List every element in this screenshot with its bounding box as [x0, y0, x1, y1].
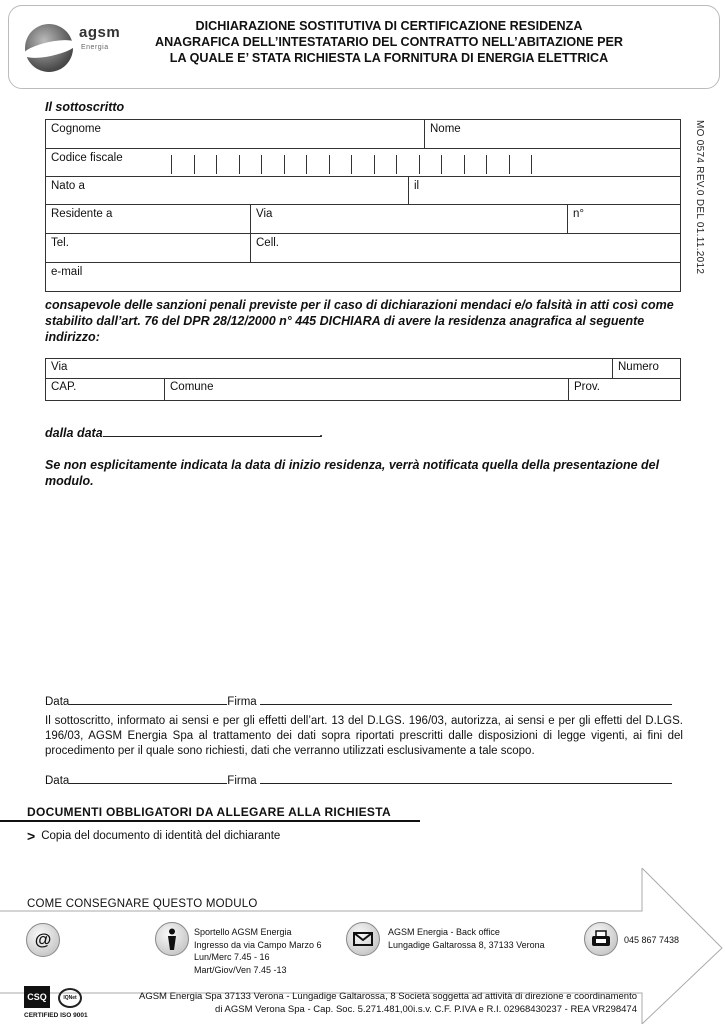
- row-email: [46, 263, 680, 292]
- codice-fiscale-divider: [419, 155, 420, 174]
- company-footer: [107, 991, 637, 1016]
- codice-fiscale-divider: [171, 155, 172, 174]
- nome-field[interactable]: [424, 120, 680, 148]
- form-code: MO 0574 REV.0 DEL 01.11.2012: [694, 120, 705, 275]
- delivery-title: COME CONSEGNARE QUESTO MODULO: [27, 898, 258, 910]
- via-label: Via: [256, 208, 273, 220]
- nato-a-label: Nato a: [51, 180, 85, 192]
- sottoscritto-label: Il sottoscritto: [45, 100, 125, 114]
- data-label: Data: [45, 775, 70, 787]
- dalla-data-label: dalla data: [45, 426, 103, 440]
- data-input[interactable]: [69, 773, 227, 784]
- cap-field[interactable]: [46, 379, 164, 401]
- data-label: Data: [45, 696, 70, 708]
- prov-field[interactable]: [568, 379, 680, 401]
- codice-fiscale-divider: [531, 155, 532, 174]
- codice-fiscale-divider: [464, 155, 465, 174]
- row-name: [46, 120, 680, 149]
- cognome-label: Cognome: [51, 123, 101, 135]
- backoffice-contact: [388, 926, 545, 951]
- dalla-data-row: [45, 426, 323, 440]
- codice-fiscale-divider: [351, 155, 352, 174]
- il-label: il: [414, 180, 420, 192]
- codice-fiscale-divider: [261, 155, 262, 174]
- data-input[interactable]: [69, 694, 227, 705]
- notice-text: Se non esplicitamente indicata la data di inizio residenza, verrà notificata quella della presentazione del modulo.: [45, 458, 660, 488]
- tel-label: Tel.: [51, 237, 69, 249]
- signature-row-2: [45, 773, 672, 787]
- nome-label: Nome: [430, 123, 461, 135]
- footer-line: AGSM Energia Spa 37133 Verona - Lungadige Galtarossa, 8 Società soggetta ad attività di direzione e coordinamento: [138, 991, 637, 1002]
- dalla-data-input[interactable]: [103, 426, 320, 437]
- fax-number: 045 867 7438: [624, 935, 680, 945]
- declaration-text: consapevole delle sanzioni penali previste per il caso di dichiarazioni mendaci e/o falsità in atti così come stabilito dall’art. 76 del DPR 28/12/2000 n° 445 DICHIARA di avere la residenza anagrafica al seguente indirizzo:: [45, 298, 674, 344]
- person-icon: [155, 922, 189, 956]
- logo-subtitle: Energia: [81, 44, 109, 51]
- codice-fiscale-label: Codice fiscale: [51, 152, 123, 164]
- row-address-city: [46, 379, 680, 401]
- codice-fiscale-divider: [486, 155, 487, 174]
- privacy-text: Il sottoscritto, informato ai sensi e per gli effetti dell’art. 13 del D.LGS. 196/03, autorizza, ai sensi e per gli effetti del D.LGS. 196/03, AGSM Energia Spa al trattamento dei dati sopra riportati prescritti dalle disposizioni di legge vigenti, ai fini del procedimento per il quale sono richiesti, dati che verranno utilizzati esclusivamente a tale scopo.: [45, 715, 683, 757]
- envelope-icon: [346, 922, 380, 956]
- cell-label: Cell.: [256, 237, 280, 249]
- logo-name: agsm: [79, 24, 121, 41]
- cognome-field[interactable]: [46, 120, 424, 148]
- codice-fiscale-boxes: [171, 155, 546, 174]
- row-address-via: [46, 359, 680, 379]
- codice-fiscale-divider: [284, 155, 285, 174]
- contact-line: Ingresso da via Campo Marzo 6: [194, 939, 322, 950]
- contact-line: Lun/Merc 7.45 - 16: [194, 952, 270, 962]
- fax-icon: [584, 922, 618, 956]
- contact-line: Sportello AGSM Energia: [194, 927, 292, 937]
- firma-input[interactable]: [260, 773, 672, 784]
- contact-line: AGSM Energia - Back office: [388, 927, 500, 937]
- codice-fiscale-divider: [329, 155, 330, 174]
- row-birth: [46, 177, 680, 205]
- codice-fiscale-divider: [396, 155, 397, 174]
- signature-row-1: [45, 694, 672, 708]
- numero-label: n°: [573, 208, 584, 220]
- codice-fiscale-divider: [374, 155, 375, 174]
- contact-line: Mart/Giov/Ven 7.45 -13: [194, 964, 287, 975]
- data-nascita-field[interactable]: [408, 177, 680, 204]
- firma-input[interactable]: [260, 694, 672, 705]
- address-numero-label: Numero: [618, 361, 659, 373]
- cell-field[interactable]: [250, 234, 680, 262]
- address-via-field[interactable]: [46, 359, 612, 378]
- residente-a-field[interactable]: [46, 205, 250, 233]
- email-field[interactable]: [46, 263, 680, 292]
- codice-fiscale-divider: [306, 155, 307, 174]
- iqnet-logo: IQNet: [58, 988, 82, 1008]
- document-item-label: Copia del documento di identità del dichiarante: [41, 830, 281, 842]
- prov-label: Prov.: [574, 381, 600, 393]
- firma-label: Firma: [227, 775, 257, 787]
- residente-a-label: Residente a: [51, 208, 113, 220]
- codice-fiscale-field[interactable]: [46, 149, 680, 176]
- personal-info-table: [45, 119, 681, 292]
- document-item: [27, 827, 281, 844]
- row-codice-fiscale: [46, 149, 680, 177]
- firma-label: Firma: [227, 696, 257, 708]
- fax-contact: [624, 934, 679, 947]
- dalla-data-end: .: [319, 426, 324, 440]
- comune-label: Comune: [170, 381, 214, 393]
- codice-fiscale-divider: [441, 155, 442, 174]
- email-label: e-mail: [51, 266, 83, 278]
- nato-a-field[interactable]: [46, 177, 408, 204]
- at-icon: @: [26, 923, 60, 957]
- row-residence: [46, 205, 680, 234]
- numero-civico-field[interactable]: [567, 205, 680, 233]
- footer-line: di AGSM Verona Spa - Cap. Soc. 5.271.481,00i.s.v. C.F. P.IVA e R.I. 02968430237 - REA VR298474: [215, 1003, 637, 1015]
- csq-logo: CSQ: [24, 986, 50, 1008]
- agsm-logo: [25, 18, 125, 78]
- documents-divider: [0, 820, 420, 822]
- contact-line: Lungadige Galtarossa 8, 37133 Verona: [388, 939, 545, 950]
- codice-fiscale-divider: [239, 155, 240, 174]
- header-box: [8, 5, 720, 89]
- chevron-right-icon: >: [27, 827, 36, 844]
- via-field[interactable]: [250, 205, 567, 233]
- title-line: DICHIARAZIONE SOSTITUTIVA DI CERTIFICAZIONE RESIDENZA: [195, 19, 583, 33]
- sportello-contact: [194, 926, 322, 976]
- title-line: ANAGRAFICA DELL’INTESTATARIO DEL CONTRATTO NELL’ABITAZIONE PER: [154, 35, 624, 49]
- certification-label: CERTIFIED ISO 9001: [24, 1012, 88, 1019]
- address-numero-field[interactable]: [612, 359, 680, 378]
- row-phones: [46, 234, 680, 263]
- codice-fiscale-divider: [194, 155, 195, 174]
- codice-fiscale-divider: [509, 155, 510, 174]
- comune-field[interactable]: [164, 379, 568, 401]
- address-via-label: Via: [51, 361, 68, 373]
- title-line: LA QUALE E’ STATA RICHIESTA LA FORNITURA DI ENERGIA ELETTRICA: [169, 51, 609, 65]
- documents-title: DOCUMENTI OBBLIGATORI DA ALLEGARE ALLA RICHIESTA: [27, 805, 391, 819]
- tel-field[interactable]: [46, 234, 250, 262]
- codice-fiscale-divider: [216, 155, 217, 174]
- document-title: [129, 18, 649, 66]
- address-table: [45, 358, 681, 401]
- cap-label: CAP.: [51, 381, 77, 393]
